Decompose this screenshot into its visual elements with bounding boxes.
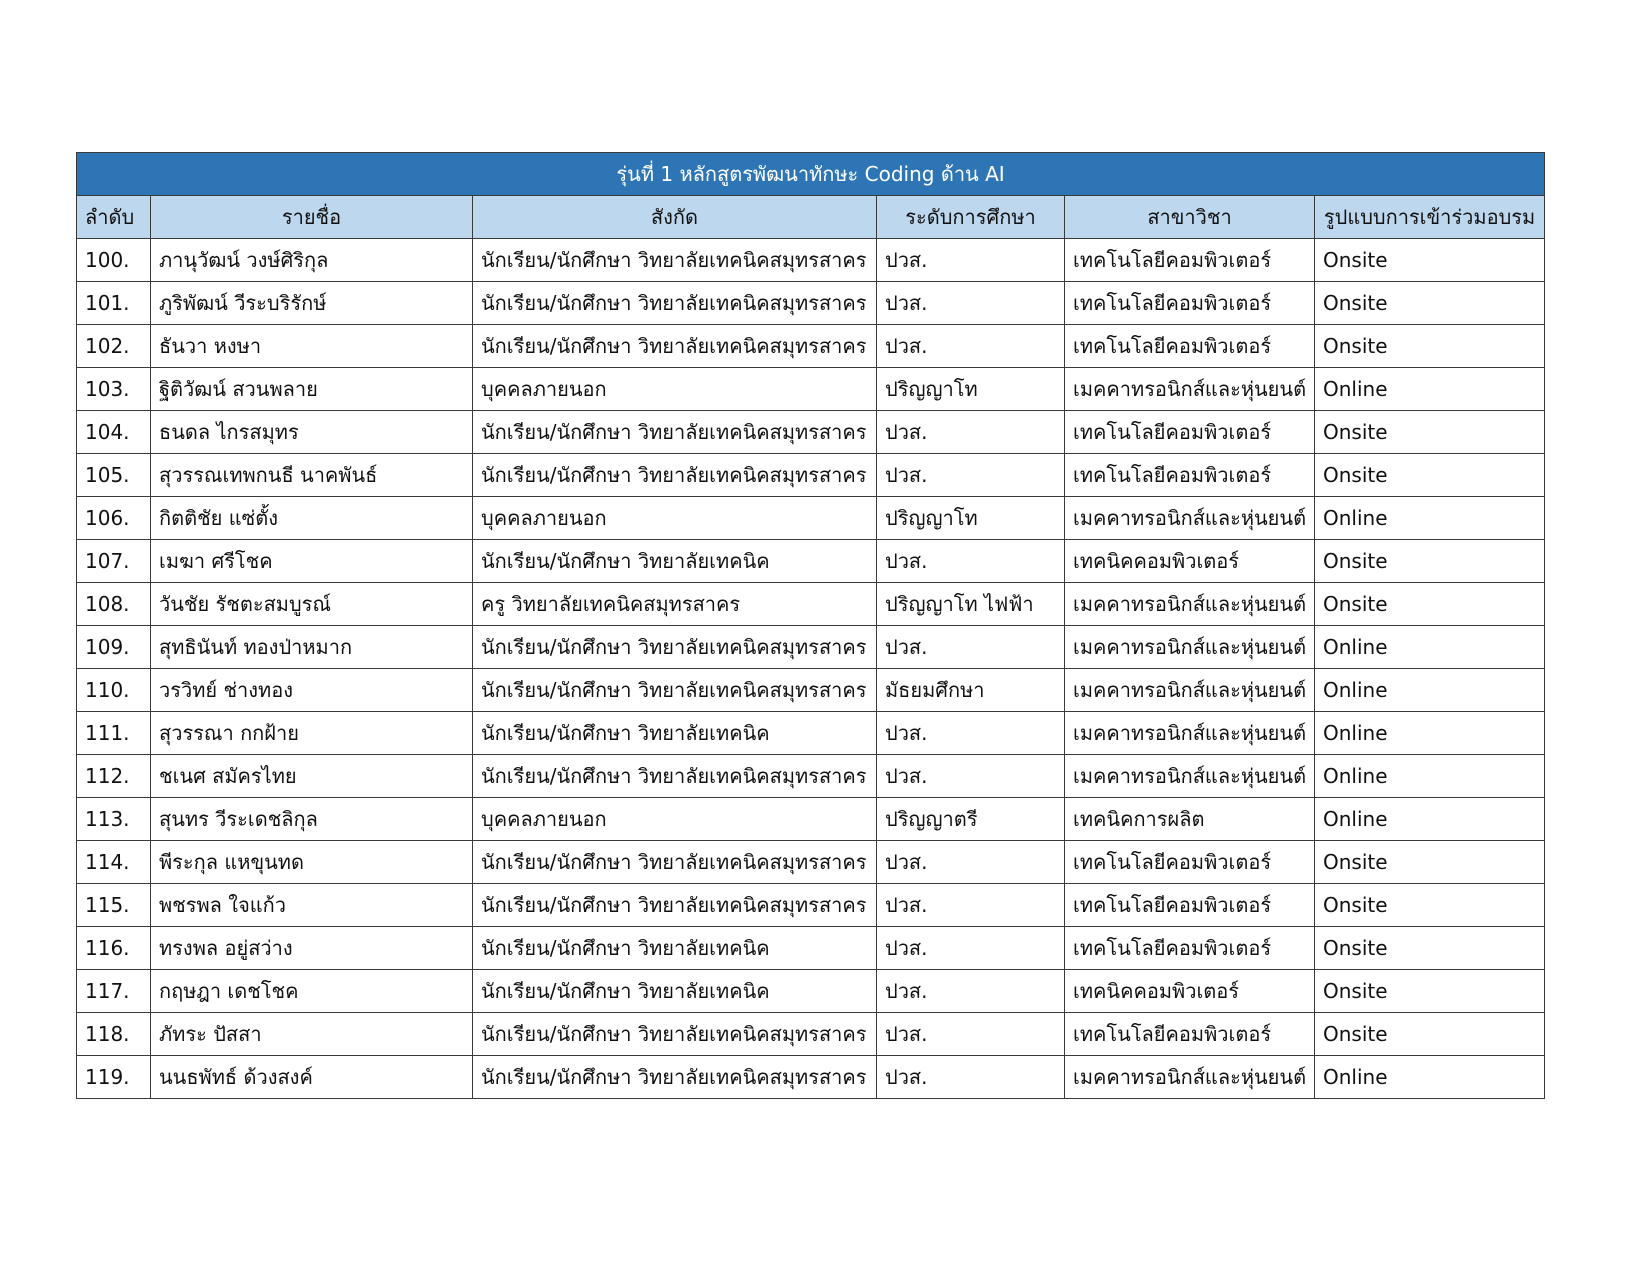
cell-education-level: ปวส. (877, 626, 1065, 669)
cell-affiliation: นักเรียน/นักศึกษา วิทยาลัยเทคนิคสมุทรสาคร (473, 239, 877, 282)
cell-attendance-mode: Online (1315, 626, 1545, 669)
table-row (77, 669, 1545, 712)
cell-name: ธนดล ไกรสมุทร (151, 411, 473, 454)
cell-education-level: ปวส. (877, 927, 1065, 970)
cell-name: ธันวา หงษา (151, 325, 473, 368)
cell-affiliation: บุคคลภายนอก (473, 798, 877, 841)
cell-affiliation: นักเรียน/นักศึกษา วิทยาลัยเทคนิคสมุทรสาคร (473, 325, 877, 368)
cell-education-level: ปวส. (877, 282, 1065, 325)
header-education-level: ระดับการศึกษา (877, 196, 1065, 239)
table-row (77, 239, 1545, 282)
cell-order: 106. (77, 497, 151, 540)
cell-affiliation: ครู วิทยาลัยเทคนิคสมุทรสาคร (473, 583, 877, 626)
document-sheet (76, 152, 1544, 1099)
table-row (77, 755, 1545, 798)
cell-major: เมคคาทรอนิกส์และหุ่นยนต์ (1065, 1056, 1315, 1099)
cell-education-level: ปวส. (877, 1013, 1065, 1056)
cell-name: พีระกุล แหขุนทด (151, 841, 473, 884)
cell-name: ชเนศ สมัครไทย (151, 755, 473, 798)
cell-order: 103. (77, 368, 151, 411)
cell-education-level: ปวส. (877, 239, 1065, 282)
cell-order: 105. (77, 454, 151, 497)
cell-attendance-mode: Online (1315, 669, 1545, 712)
cell-attendance-mode: Onsite (1315, 884, 1545, 927)
cell-attendance-mode: Online (1315, 1056, 1545, 1099)
table-row (77, 325, 1545, 368)
cell-affiliation: นักเรียน/นักศึกษา วิทยาลัยเทคนิค (473, 970, 877, 1013)
cell-order: 116. (77, 927, 151, 970)
cell-affiliation: นักเรียน/นักศึกษา วิทยาลัยเทคนิคสมุทรสาคร (473, 626, 877, 669)
cell-name: สุนทร วีระเดชลิกุล (151, 798, 473, 841)
cell-affiliation: นักเรียน/นักศึกษา วิทยาลัยเทคนิคสมุทรสาคร (473, 411, 877, 454)
cell-attendance-mode: Onsite (1315, 841, 1545, 884)
cell-affiliation: บุคคลภายนอก (473, 368, 877, 411)
cell-name: นนธพัทธ์ ด้วงสงค์ (151, 1056, 473, 1099)
cell-attendance-mode: Online (1315, 798, 1545, 841)
cell-attendance-mode: Onsite (1315, 454, 1545, 497)
header-name: รายชื่อ (151, 196, 473, 239)
cell-education-level: ปวส. (877, 841, 1065, 884)
cell-education-level: มัธยมศึกษา (877, 669, 1065, 712)
header-major: สาขาวิชา (1065, 196, 1315, 239)
header-attendance-mode: รูปแบบการเข้าร่วมอบรม (1315, 196, 1545, 239)
cell-major: เทคโนโลยีคอมพิวเตอร์ (1065, 454, 1315, 497)
cell-attendance-mode: Onsite (1315, 1013, 1545, 1056)
cell-order: 115. (77, 884, 151, 927)
cell-attendance-mode: Onsite (1315, 411, 1545, 454)
cell-major: เทคนิคคอมพิวเตอร์ (1065, 540, 1315, 583)
cell-major: เทคโนโลยีคอมพิวเตอร์ (1065, 411, 1315, 454)
cell-major: เทคนิคการผลิต (1065, 798, 1315, 841)
cell-attendance-mode: Onsite (1315, 927, 1545, 970)
cell-attendance-mode: Onsite (1315, 540, 1545, 583)
table-body (77, 239, 1545, 1099)
table-title-row (77, 153, 1545, 196)
cell-major: เทคโนโลยีคอมพิวเตอร์ (1065, 927, 1315, 970)
table-row (77, 368, 1545, 411)
cell-name: กฤษฎา เดชโชค (151, 970, 473, 1013)
cell-name: ภัทระ ปัสสา (151, 1013, 473, 1056)
cell-attendance-mode: Online (1315, 755, 1545, 798)
cell-affiliation: นักเรียน/นักศึกษา วิทยาลัยเทคนิคสมุทรสาคร (473, 1056, 877, 1099)
cell-affiliation: นักเรียน/นักศึกษา วิทยาลัยเทคนิคสมุทรสาคร (473, 841, 877, 884)
cell-name: วรวิทย์ ช่างทอง (151, 669, 473, 712)
cell-name: เมฆา ศรีโชค (151, 540, 473, 583)
table-row (77, 497, 1545, 540)
cell-affiliation: นักเรียน/นักศึกษา วิทยาลัยเทคนิคสมุทรสาคร (473, 282, 877, 325)
cell-education-level: ปริญญาตรี (877, 798, 1065, 841)
cell-name: ภูริพัฒน์ วีระบริรักษ์ (151, 282, 473, 325)
cell-name: สุทธินันท์ ทองป่าหมาก (151, 626, 473, 669)
table-row (77, 282, 1545, 325)
cell-affiliation: บุคคลภายนอก (473, 497, 877, 540)
cell-name: ฐิติวัฒน์ สวนพลาย (151, 368, 473, 411)
cell-order: 101. (77, 282, 151, 325)
cell-order: 107. (77, 540, 151, 583)
cell-major: เทคโนโลยีคอมพิวเตอร์ (1065, 884, 1315, 927)
table-row (77, 841, 1545, 884)
cell-name: สุวรรณา กกฝ้าย (151, 712, 473, 755)
cell-affiliation: นักเรียน/นักศึกษา วิทยาลัยเทคนิค (473, 712, 877, 755)
cell-education-level: ปวส. (877, 884, 1065, 927)
cell-order: 108. (77, 583, 151, 626)
table-row (77, 798, 1545, 841)
cell-education-level: ปริญญาโท (877, 368, 1065, 411)
cell-order: 114. (77, 841, 151, 884)
cell-attendance-mode: Online (1315, 368, 1545, 411)
participant-table (76, 152, 1545, 1099)
cell-major: เทคโนโลยีคอมพิวเตอร์ (1065, 841, 1315, 884)
cell-attendance-mode: Onsite (1315, 282, 1545, 325)
cell-order: 110. (77, 669, 151, 712)
cell-order: 104. (77, 411, 151, 454)
table-row (77, 927, 1545, 970)
cell-major: เทคโนโลยีคอมพิวเตอร์ (1065, 1013, 1315, 1056)
table-row (77, 1013, 1545, 1056)
cell-education-level: ปวส. (877, 712, 1065, 755)
cell-order: 109. (77, 626, 151, 669)
header-affiliation: สังกัด (473, 196, 877, 239)
cell-order: 119. (77, 1056, 151, 1099)
cell-order: 111. (77, 712, 151, 755)
cell-attendance-mode: Onsite (1315, 239, 1545, 282)
cell-major: เทคนิคคอมพิวเตอร์ (1065, 970, 1315, 1013)
table-row (77, 970, 1545, 1013)
table-row (77, 454, 1545, 497)
cell-major: เทคโนโลยีคอมพิวเตอร์ (1065, 282, 1315, 325)
header-order: ลำดับ (77, 196, 151, 239)
cell-attendance-mode: Onsite (1315, 583, 1545, 626)
cell-education-level: ปวส. (877, 755, 1065, 798)
table-row (77, 626, 1545, 669)
cell-order: 112. (77, 755, 151, 798)
table-row (77, 1056, 1545, 1099)
cell-attendance-mode: Online (1315, 497, 1545, 540)
cell-affiliation: นักเรียน/นักศึกษา วิทยาลัยเทคนิคสมุทรสาคร (473, 1013, 877, 1056)
cell-major: เมคคาทรอนิกส์และหุ่นยนต์ (1065, 712, 1315, 755)
cell-affiliation: นักเรียน/นักศึกษา วิทยาลัยเทคนิคสมุทรสาคร (473, 884, 877, 927)
cell-order: 100. (77, 239, 151, 282)
cell-attendance-mode: Onsite (1315, 325, 1545, 368)
cell-education-level: ปวส. (877, 1056, 1065, 1099)
cell-name: สุวรรณเทพกนธี นาคพันธ์ (151, 454, 473, 497)
cell-affiliation: นักเรียน/นักศึกษา วิทยาลัยเทคนิค (473, 927, 877, 970)
cell-affiliation: นักเรียน/นักศึกษา วิทยาลัยเทคนิคสมุทรสาคร (473, 454, 877, 497)
cell-attendance-mode: Online (1315, 712, 1545, 755)
cell-order: 117. (77, 970, 151, 1013)
cell-education-level: ปวส. (877, 411, 1065, 454)
cell-education-level: ปริญญาโท ไฟฟ้า (877, 583, 1065, 626)
cell-affiliation: นักเรียน/นักศึกษา วิทยาลัยเทคนิคสมุทรสาคร (473, 755, 877, 798)
table-row (77, 712, 1545, 755)
cell-education-level: ปวส. (877, 454, 1065, 497)
cell-major: เมคคาทรอนิกส์และหุ่นยนต์ (1065, 368, 1315, 411)
cell-affiliation: นักเรียน/นักศึกษา วิทยาลัยเทคนิค (473, 540, 877, 583)
cell-name: วันชัย รัชตะสมบูรณ์ (151, 583, 473, 626)
cell-education-level: ปวส. (877, 970, 1065, 1013)
table-title: รุ่นที่ 1 หลักสูตรพัฒนาทักษะ Coding ด้าน AI (77, 153, 1545, 196)
cell-major: เทคโนโลยีคอมพิวเตอร์ (1065, 239, 1315, 282)
cell-major: เมคคาทรอนิกส์และหุ่นยนต์ (1065, 755, 1315, 798)
cell-name: กิตติชัย แซ่ตั้ง (151, 497, 473, 540)
cell-name: ภานุวัฒน์ วงษ์ศิริกุล (151, 239, 473, 282)
cell-name: ทรงพล อยู่สว่าง (151, 927, 473, 970)
cell-major: เมคคาทรอนิกส์และหุ่นยนต์ (1065, 669, 1315, 712)
table-row (77, 583, 1545, 626)
table-row (77, 540, 1545, 583)
table-header-row (77, 196, 1545, 239)
cell-major: เมคคาทรอนิกส์และหุ่นยนต์ (1065, 497, 1315, 540)
cell-order: 113. (77, 798, 151, 841)
cell-education-level: ปริญญาโท (877, 497, 1065, 540)
cell-attendance-mode: Onsite (1315, 970, 1545, 1013)
cell-major: เมคคาทรอนิกส์และหุ่นยนต์ (1065, 626, 1315, 669)
cell-education-level: ปวส. (877, 540, 1065, 583)
cell-order: 118. (77, 1013, 151, 1056)
cell-affiliation: นักเรียน/นักศึกษา วิทยาลัยเทคนิคสมุทรสาคร (473, 669, 877, 712)
cell-order: 102. (77, 325, 151, 368)
table-row (77, 884, 1545, 927)
cell-name: พชรพล ใจแก้ว (151, 884, 473, 927)
cell-education-level: ปวส. (877, 325, 1065, 368)
cell-major: เทคโนโลยีคอมพิวเตอร์ (1065, 325, 1315, 368)
cell-major: เมคคาทรอนิกส์และหุ่นยนต์ (1065, 583, 1315, 626)
table-row (77, 411, 1545, 454)
